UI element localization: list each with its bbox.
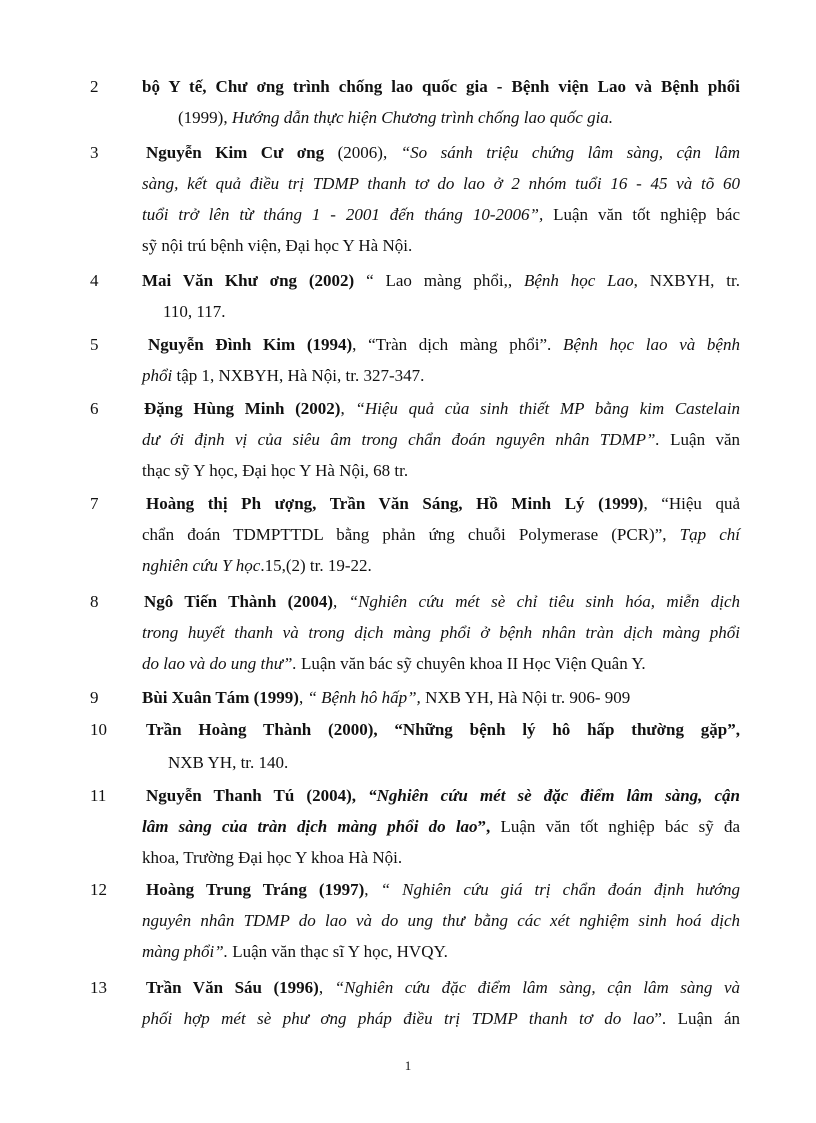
reference-text: , (318, 978, 335, 997)
reference-line (142, 911, 740, 931)
reference-text: Luận văn tốt nghiệp bác sỹ đa (490, 817, 740, 836)
reference-text: ”, (477, 817, 491, 836)
reference-line (178, 108, 613, 128)
reference-line (142, 1009, 740, 1029)
reference-title: “So sánh triệu chứng lâm sàng, cận lâm (400, 143, 741, 162)
reference-authors: Ngô Tiến Thành (2004) (144, 592, 333, 611)
reference-text: (1999), (178, 108, 232, 127)
reference-text: “ Lao màng phổi,, (354, 271, 524, 290)
reference-text: 110, 117. (163, 302, 226, 321)
reference-line (142, 236, 412, 256)
reference-line (142, 430, 740, 450)
reference-text: , (340, 399, 356, 418)
reference-number: 10 (90, 720, 107, 739)
reference-line (142, 271, 740, 291)
reference-line (142, 556, 372, 576)
reference-text: , “Tràn dịch màng phổi”. (352, 335, 563, 354)
reference-text: , (364, 880, 381, 899)
reference-authors: Hoàng thị Ph ượng, Trần Văn Sáng, Hồ Minh Lý (1999) (146, 494, 644, 513)
reference-text: , “Hiệu quả (643, 494, 740, 513)
reference-line (142, 848, 402, 868)
reference-title: phối hợp mét sè phư ơng pháp điều trị TDMP thanh tơ do lao (142, 1009, 655, 1028)
reference-authors: Đặng Hùng Minh (2002) (144, 399, 341, 418)
reference-number: 9 (90, 688, 99, 707)
reference-number: 5 (90, 335, 99, 354)
reference-title: “Hiệu quả của sinh thiết MP bằng kim Castelain (355, 399, 741, 418)
reference-number: 13 (90, 978, 107, 997)
reference-line (142, 688, 630, 708)
reference-number: 7 (90, 494, 99, 513)
reference-authors: Bùi Xuân Tám (1999) (142, 688, 299, 707)
reference-title: trong huyết thanh và trong dịch màng phổi ở bệnh nhân tràn dịch màng phổi (142, 623, 740, 642)
reference-title: nguyên nhân TDMP do lao và do ung thư bằng các xét nghiệm sinh hoá dịch (142, 911, 740, 930)
reference-text: NXB YH, tr. 140. (168, 753, 289, 772)
reference-text: .15,(2) tr. 19-22. (260, 556, 372, 575)
reference-text: ”. Luận án (654, 1009, 740, 1028)
reference-line (142, 174, 740, 194)
reference-number: 12 (90, 880, 107, 899)
reference-title: “Nghiên cứu đặc điểm lâm sàng, cận lâm sàng và (334, 978, 741, 997)
reference-text: Luận văn tốt nghiệp bác (543, 205, 741, 224)
reference-line (142, 623, 740, 643)
reference-title: “Nghiên cứu mét sè chỉ tiêu sinh hóa, miễn dịch (348, 592, 741, 611)
reference-line (142, 205, 740, 225)
reference-number: 3 (90, 143, 99, 162)
reference-title: “Nghiên cứu mét sè đặc điểm lâm sàng, cận (368, 786, 741, 805)
reference-text: tập 1, NXBYH, Hà Nội, tr. 327-347. (172, 366, 425, 385)
reference-text: , (351, 786, 369, 805)
reference-title: tuổi trở lên từ tháng 1 - 2001 đến tháng 10-2006”, (142, 205, 544, 224)
reference-number: 8 (90, 592, 99, 611)
reference-title: do lao và do ung thư”. (142, 654, 297, 673)
reference-number: 11 (90, 786, 107, 805)
reference-text: (2006), (324, 143, 401, 162)
reference-text: , (298, 688, 308, 707)
reference-line (146, 978, 740, 998)
reference-authors: Nguyễn Thanh Tú (2004) (146, 786, 352, 805)
reference-line (144, 399, 740, 419)
reference-number: 6 (90, 399, 99, 418)
reference-title: màng phổi”. (142, 942, 228, 961)
reference-line (146, 494, 740, 514)
reference-authors: Trần Văn Sáu (1996) (146, 978, 319, 997)
reference-line (142, 525, 740, 545)
reference-number: 2 (90, 77, 99, 96)
reference-line (142, 77, 740, 97)
reference-authors: Mai Văn Khư ơng (2002) (142, 271, 355, 290)
reference-authors: Trần Hoàng Thành (2000) (146, 720, 374, 739)
reference-line (142, 817, 740, 837)
reference-title: Tạp chí (679, 525, 740, 544)
reference-title: nghiên cứu Y học (142, 556, 261, 575)
reference-line (148, 335, 740, 355)
reference-title: sàng, kết quả điều trị TDMP thanh tơ do lao ở 2 nhóm tuổi 16 - 45 và tõ 60 (142, 174, 740, 193)
reference-line (142, 366, 424, 386)
reference-authors: Nguyễn Đình Kim (1994) (148, 335, 353, 354)
reference-line (142, 942, 448, 962)
reference-title: phổi (142, 366, 173, 385)
reference-text: thạc sỹ Y học, Đại học Y Hà Nội, 68 tr. (142, 461, 409, 480)
page-number: 1 (404, 1058, 412, 1073)
reference-text: khoa, Trường Đại học Y khoa Hà Nội. (142, 848, 403, 867)
reference-line (144, 592, 740, 612)
reference-text: Luận văn (659, 430, 740, 449)
reference-line (146, 720, 740, 740)
reference-text: , NXBYH, tr. (633, 271, 740, 290)
reference-title: dư ới định vị của siêu âm trong chẩn đoán nguyên nhân TDMP”. (142, 430, 660, 449)
reference-title: “ Bệnh hô hấp”, (307, 688, 421, 707)
reference-number: 4 (90, 271, 99, 290)
reference-line (142, 461, 408, 481)
reference-text: NXB YH, Hà Nội tr. 906- 909 (420, 688, 631, 707)
reference-title: lâm sàng của tràn dịch màng phổi do lao (142, 817, 478, 836)
reference-text: Luận văn thạc sĩ Y học, HVQY. (227, 942, 448, 961)
reference-text: sỹ nội trú bệnh viện, Đại học Y Hà Nội. (142, 236, 413, 255)
reference-title: Bệnh học Lao (523, 271, 634, 290)
reference-text: , “Những bệnh lý hô hấp thường gặp”, (373, 720, 740, 739)
reference-text: chẩn đoán TDMPTTDL bằng phản ứng chuỗi Polymerase (PCR)”, (142, 525, 680, 544)
reference-line (146, 880, 740, 900)
reference-line (142, 654, 646, 674)
reference-authors: Hoàng Trung Tráng (1997) (146, 880, 365, 899)
reference-text: Luận văn bác sỹ chuyên khoa II Học Viện Quân Y. (296, 654, 646, 673)
reference-authors: bộ Y tế, Chư ơng trình chống lao quốc gia - Bệnh viện Lao và Bệnh phổi (142, 77, 740, 96)
reference-text: , (333, 592, 349, 611)
reference-title: Bệnh học lao và bệnh (562, 335, 740, 354)
reference-title: Hướng dẫn thực hiện Chương trình chống lao quốc gia. (231, 108, 614, 127)
reference-title: “ Nghiên cứu giá trị chẩn đoán định hướng (380, 880, 741, 899)
reference-authors: Nguyễn Kim Cư ơng (146, 143, 325, 162)
reference-line (146, 786, 740, 806)
reference-line (146, 143, 740, 163)
reference-line (163, 302, 226, 322)
reference-line (168, 753, 288, 773)
